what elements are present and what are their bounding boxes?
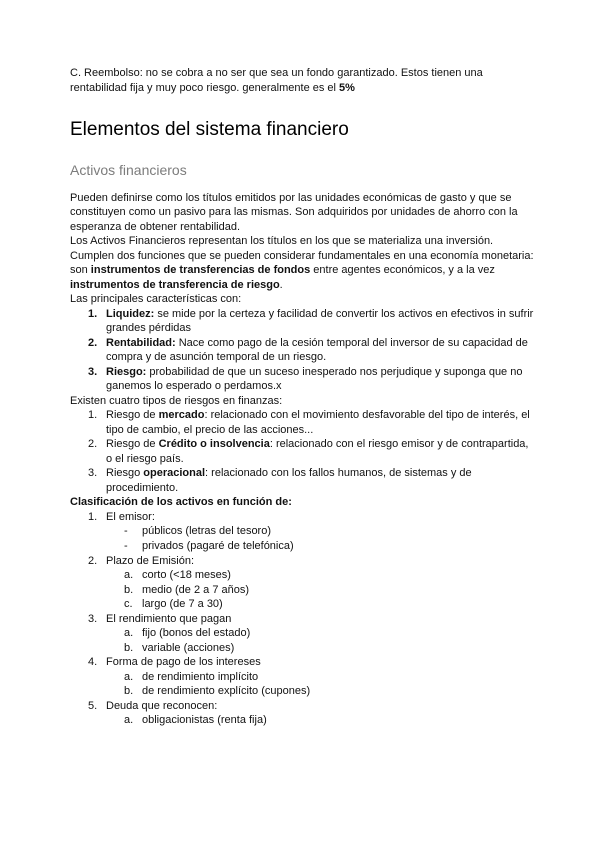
- list-item-text: El emisor:: [106, 510, 155, 523]
- list-item: [70, 597, 534, 612]
- list-item-text: Riesgo de mercado: relacionado con el movimiento desfavorable del tipo de interés, el tipo de cambio, el precio de las acciones...: [106, 409, 530, 436]
- list-item-text: El rendimiento que pagan: [106, 612, 232, 625]
- list-marker: 2.: [88, 336, 98, 349]
- list-marker: 3.: [88, 467, 98, 480]
- list-item: [70, 510, 534, 525]
- list-marker: a.: [124, 714, 134, 727]
- list-item: [70, 437, 534, 466]
- list-item: [70, 336, 534, 365]
- list-item: [70, 466, 534, 495]
- list-item-text: medio (de 2 a 7 años): [142, 583, 250, 596]
- list-marker: b.: [124, 641, 134, 654]
- list-item-text: Forma de pago de los intereses: [106, 656, 261, 669]
- list-marker: -: [124, 540, 128, 552]
- paragraph-caracteristicas-intro: Las principales características con:: [70, 293, 242, 306]
- list-marker: 2.: [88, 554, 98, 567]
- list-marker: 1.: [88, 510, 98, 523]
- list-item-text: privados (pagaré de telefónica): [142, 540, 294, 552]
- list-item-text: Rentabilidad: Nace como pago de la cesión temporal del inversor de su capacidad de compra y de asunción temporal de un riesgo.: [106, 336, 528, 364]
- caracteristicas-list: [70, 307, 534, 394]
- list-item: [70, 583, 534, 598]
- list-marker: 5.: [88, 699, 98, 712]
- list-marker: 1.: [88, 409, 98, 422]
- list-marker: 2.: [88, 438, 98, 451]
- list-item: [70, 670, 534, 685]
- page-title: Elementos del sistema financiero: [70, 119, 349, 141]
- list-marker: c.: [124, 598, 133, 611]
- list-item-text: Plazo de Emisión:: [106, 554, 195, 567]
- paragraph-riesgos-intro: Existen cuatro tipos de riesgos en finanzas:: [70, 394, 283, 407]
- intro-paragraph: C. Reembolso: no se cobra a no ser que sea un fondo garantizado. Estos tienen una rentabilidad fija y muy poco riesgo. generalmente es el 5%: [70, 67, 483, 94]
- list-item-text: largo (de 7 a 30): [142, 598, 223, 611]
- list-item-text: Deuda que reconocen:: [106, 699, 218, 712]
- list-marker: -: [124, 525, 128, 538]
- list-marker: b.: [124, 685, 134, 698]
- list-marker: a.: [124, 627, 134, 640]
- list-item: [70, 554, 534, 569]
- list-item-text: Riesgo operacional: relacionado con los fallos humanos, de sistemas y de procedimiento.: [106, 467, 472, 494]
- list-item: [70, 365, 534, 394]
- list-item: [70, 307, 534, 336]
- list-item-text: obligacionistas (renta fija): [142, 714, 267, 727]
- paragraph-definicion: Pueden definirse como los títulos emitidos por las unidades económicas de gasto y que se constituyen como un pasivo para las mismas. Son adquiridos por unidades de ahorro con la esperanza de obtener rentabilidad.: [70, 191, 518, 233]
- list-marker: 3.: [88, 365, 98, 378]
- list-item-text: corto (<18 meses): [142, 569, 231, 582]
- clasificacion-heading: Clasificación de los activos en función de:: [70, 496, 292, 509]
- list-marker: a.: [124, 569, 134, 582]
- riesgos-list: [70, 408, 534, 495]
- list-item-text: fijo (bonos del estado): [142, 627, 251, 640]
- list-item-text: Riesgo de Crédito o insolvencia: relacionado con el riesgo emisor y de contrapartida, o el riesgo país.: [106, 438, 529, 465]
- list-item: [70, 524, 534, 539]
- section-heading-activos: Activos financieros: [70, 161, 187, 178]
- paragraph-funciones: Los Activos Financieros representan los títulos en los que se materializa una inversión. Cumplen dos funciones que se pueden considerar fundamentales en una economía monetaria: son instrumentos de transferencias de fondos entre agentes económicos, y a la vez instrumentos de transferencia de riesgo.: [70, 235, 534, 291]
- list-item-text: variable (acciones): [142, 641, 235, 654]
- list-marker: a.: [124, 670, 134, 683]
- list-item-text: públicos (letras del tesoro): [142, 525, 272, 538]
- list-item: [70, 641, 534, 656]
- list-item: [70, 684, 534, 699]
- clasificacion-list: [70, 510, 534, 728]
- list-item-text: Liquidez: se mide por la certeza y facilidad de convertir los activos en efectivos in sufrir grandes pérdidas: [106, 307, 534, 335]
- list-item: [70, 655, 534, 670]
- list-marker: 3.: [88, 612, 98, 625]
- list-item-text: de rendimiento implícito: [142, 670, 259, 683]
- list-item: [70, 612, 534, 627]
- list-item-text: Riesgo: probabilidad de que un suceso inesperado nos perjudique y suponga que no ganemos lo esperado o perdamos.x: [106, 365, 523, 393]
- list-item: [70, 626, 534, 641]
- list-marker: 1.: [88, 307, 98, 320]
- list-item: [70, 699, 534, 714]
- list-marker: b.: [124, 583, 134, 596]
- list-item-text: de rendimiento explícito (cupones): [142, 685, 311, 698]
- list-marker: 4.: [88, 656, 98, 669]
- list-item: [70, 713, 534, 728]
- list-item: [70, 408, 534, 437]
- list-item: [70, 539, 534, 554]
- list-item: [70, 568, 534, 583]
